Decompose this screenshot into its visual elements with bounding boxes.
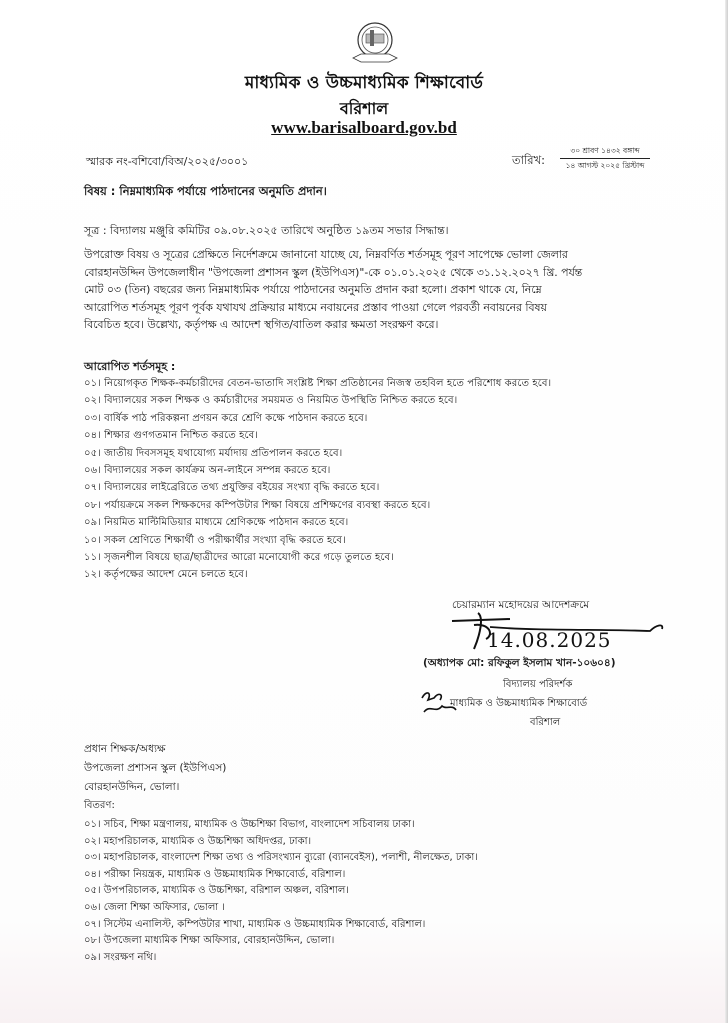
condition-item: ০৭। বিদ্যালয়ের লাইব্রেরিতে তথ্য প্রযুক্তির বইয়ের সংখ্যা বৃদ্ধি করতে হবে।: [84, 482, 380, 494]
body-line: উপরোক্ত বিষয় ও সূত্রের প্রেক্ষিতে নির্দেশক্রমে জানানো যাচ্ছে যে, নিম্নবর্ণিত শর্তসমূহ পূরণ সাপেক্ষে ভোলা জেলার: [84, 248, 568, 261]
board-seal-icon: [349, 20, 401, 66]
memo-number: স্মারক নং-বশিবো/বিঅ/২০২৫/৩০০১: [86, 155, 249, 168]
condition-item: ০৩। বার্ষিক পাঠ পরিকল্পনা প্রণয়ন করে শ্রেণি কক্ষে পাঠদান করতে হবে।: [84, 412, 368, 424]
board-title: মাধ্যমিক ও উচ্চমাধ্যমিক শিক্ষাবোর্ড: [244, 73, 484, 93]
distribution-item: ০৯। সংরক্ষণ নথি।: [84, 951, 157, 963]
signatory-designation: বিদ্যালয় পরিদর্শক: [503, 679, 573, 690]
date-bangla: ৩০ শ্রাবণ ১৪৩২ বঙ্গাব্দ: [560, 146, 650, 159]
distribution-item: ০৭। সিস্টেম এনালিস্ট, কম্পিউটার শাখা, মাধ্যমিক ও উচ্চমাধ্যমিক শিক্ষাবোর্ড, বরিশাল।: [84, 918, 426, 930]
subject-line: বিষয় : নিম্নমাধ্যমিক পর্যায়ে পাঠদানের অনুমতি প্রদান।: [84, 184, 327, 198]
recipient-line: উপজেলা প্রশাসন স্কুল (ইউপিএস): [84, 762, 227, 774]
date-gregorian: ১৪ আগস্ট ২০২৫ খ্রিস্টাব্দ: [565, 161, 645, 170]
distribution-item: ০৬। জেলা শিক্ষা অফিসার, ভোলা ।: [84, 901, 225, 913]
signatory-city: বরিশাল: [530, 717, 561, 728]
recipient-line: বোরহানউদ্দিন, ভোলা।: [84, 781, 180, 793]
distribution-item: ০৫। উপপরিচালক, মাধ্যমিক ও উচ্চশিক্ষা, বরিশাল অঞ্চল, বরিশাল।: [84, 885, 349, 897]
conditions-list: [84, 375, 551, 584]
condition-item: ১২। কর্তৃপক্ষের আদেশ মেনে চলতে হবে।: [84, 569, 248, 581]
conditions-heading: আরোপিত শর্তসমূহ :: [84, 360, 176, 373]
distribution-item: ০১। সচিব, শিক্ষা মন্ত্রণালয়, মাধ্যমিক ও উচ্চশিক্ষা বিভাগ, বাংলাদেশ সচিবালয় ঢাকা।: [84, 819, 415, 830]
body-line: বোরহানউদ্দিন উপজেলাধীন "উপজেলা প্রশাসন স্কুল (ইউপিএস)"-কে ০১.০১.২০২৫ থেকে ৩১.১২.২০২৭ খ্রি. পর্যন্ত: [84, 265, 583, 279]
distribution-item: ০৪। পরীক্ষা নিয়ন্ত্রক, মাধ্যমিক ও উচ্চমাধ্যমিক শিক্ষাবোর্ড, বরিশাল।: [84, 868, 346, 880]
condition-item: ১১। সৃজনশীল বিষয়ে ছাত্র/ছাত্রীদের আরো মনোযোগী করে গড়ে তুলতে হবে।: [84, 552, 394, 564]
date-label: তারিখ:: [512, 153, 546, 167]
condition-item: ০১। নিয়োগকৃত শিক্ষক-কর্মচারীদের বেতন-ভাতাদি সংশ্লিষ্ট শিক্ষা প্রতিষ্ঠানের নিজস্ব তহবিল হতে পরিশোধ করতে হবে।: [84, 378, 552, 389]
distribution-list: [84, 817, 478, 966]
date-fraction: [560, 146, 650, 171]
recipient-address: [84, 740, 226, 797]
body-line: বিবেচিত হবে। উল্লেখ্য, কর্তৃপক্ষ এ আদেশ স্থগিত/বাতিল করার ক্ষমতা সংরক্ষণ করে।: [84, 318, 439, 331]
distribution-item: ০২। মহাপরিচালক, মাধ্যমিক ও উচ্চশিক্ষা অধিদপ্তর, ঢাকা।: [84, 835, 312, 847]
body-line: আরোপিত শর্তসমূহ পূরণ পূর্বক যথাযথ প্রক্রিয়ার মাধ্যমে নবায়নের প্রস্তাব পাওয়া গেলে পরবর্তী নবায়নের বিষয়: [84, 300, 547, 314]
board-city: বরিশাল: [339, 99, 389, 118]
body-paragraph: [84, 246, 644, 334]
distribution-item: ০৮। উপজেলা মাধ্যমিক শিক্ষা অফিসার, বোরহানউদ্দিন, ভোলা।: [84, 935, 335, 947]
board-website-link[interactable]: www.barisalboard.gov.bd: [271, 118, 457, 137]
signatory-board: মাধ্যমিক ও উচ্চমাধ্যমিক শিক্ষাবোর্ড: [450, 698, 588, 709]
reference-line: সূত্র : বিদ্যালয় মঞ্জুরি কমিটির ০৯.০৮.২০২৫ তারিখে অনুষ্ঠিত ১৯তম সভার সিদ্ধান্ত।: [84, 224, 449, 237]
distribution-item: ০৩। মহাপরিচালক, বাংলাদেশ শিক্ষা তথ্য ও পরিসংখ্যান ব্যুরো (ব্যানবেইস), পলাশী, নীলক্ষেত, ঢাকা।: [84, 852, 478, 864]
condition-item: ০২। বিদ্যালয়ের সকল শিক্ষক ও কর্মচারীদের সময়মত ও নিয়মিত উপস্থিতি নিশ্চিত করতে হবে।: [84, 395, 458, 407]
condition-item: ১০। সকল শ্রেণিতে শিক্ষার্থী ও পরীক্ষার্থীর সংখ্যা বৃদ্ধি করতে হবে।: [84, 534, 346, 546]
condition-item: ০৫। জাতীয় দিবসসমূহ যথাযোগ্য মর্যাদায় প্রতিপালন করতে হবে।: [84, 447, 343, 459]
condition-item: ০৮। পর্যায়ক্রমে সকল শিক্ষকদের কম্পিউটার শিক্ষা বিষয়ে প্রশিক্ষণের ব্যবস্থা করতে হবে।: [84, 499, 431, 511]
signature-order-line: চেয়ারম্যান মহোদয়ের আদেশক্রমে: [452, 599, 590, 611]
condition-item: ০৪। শিক্ষার গুণগতমান নিশ্চিত করতে হবে।: [84, 430, 258, 442]
condition-item: ০৯। নিয়মিত মাল্টিমিডিয়ার মাধ্যমে শ্রেণিকক্ষে পাঠদান করতে হবে।: [84, 517, 349, 529]
distribution-heading: বিতরণ:: [84, 800, 115, 811]
recipient-line: প্রধান শিক্ষক/অধ্যক্ষ: [84, 743, 166, 755]
condition-item: ০৬। বিদ্যালয়ের সকল কার্যক্রম অন-লাইনে সম্পন্ন করতে হবে।: [84, 465, 331, 477]
handwritten-date: 14.08.2025: [487, 628, 612, 652]
signatory-name: (অধ্যাপক মো: রফিকুল ইসলাম খান-১০৬০৪): [423, 657, 616, 669]
body-line: মোট ০৩ (তিন) বছরের জন্য নিম্নমাধ্যমিক পর্যায়ে পাঠদানের অনুমতি প্রদান করা হলো। প্রকাশ থাকে যে, নিম্নে: [84, 283, 542, 296]
